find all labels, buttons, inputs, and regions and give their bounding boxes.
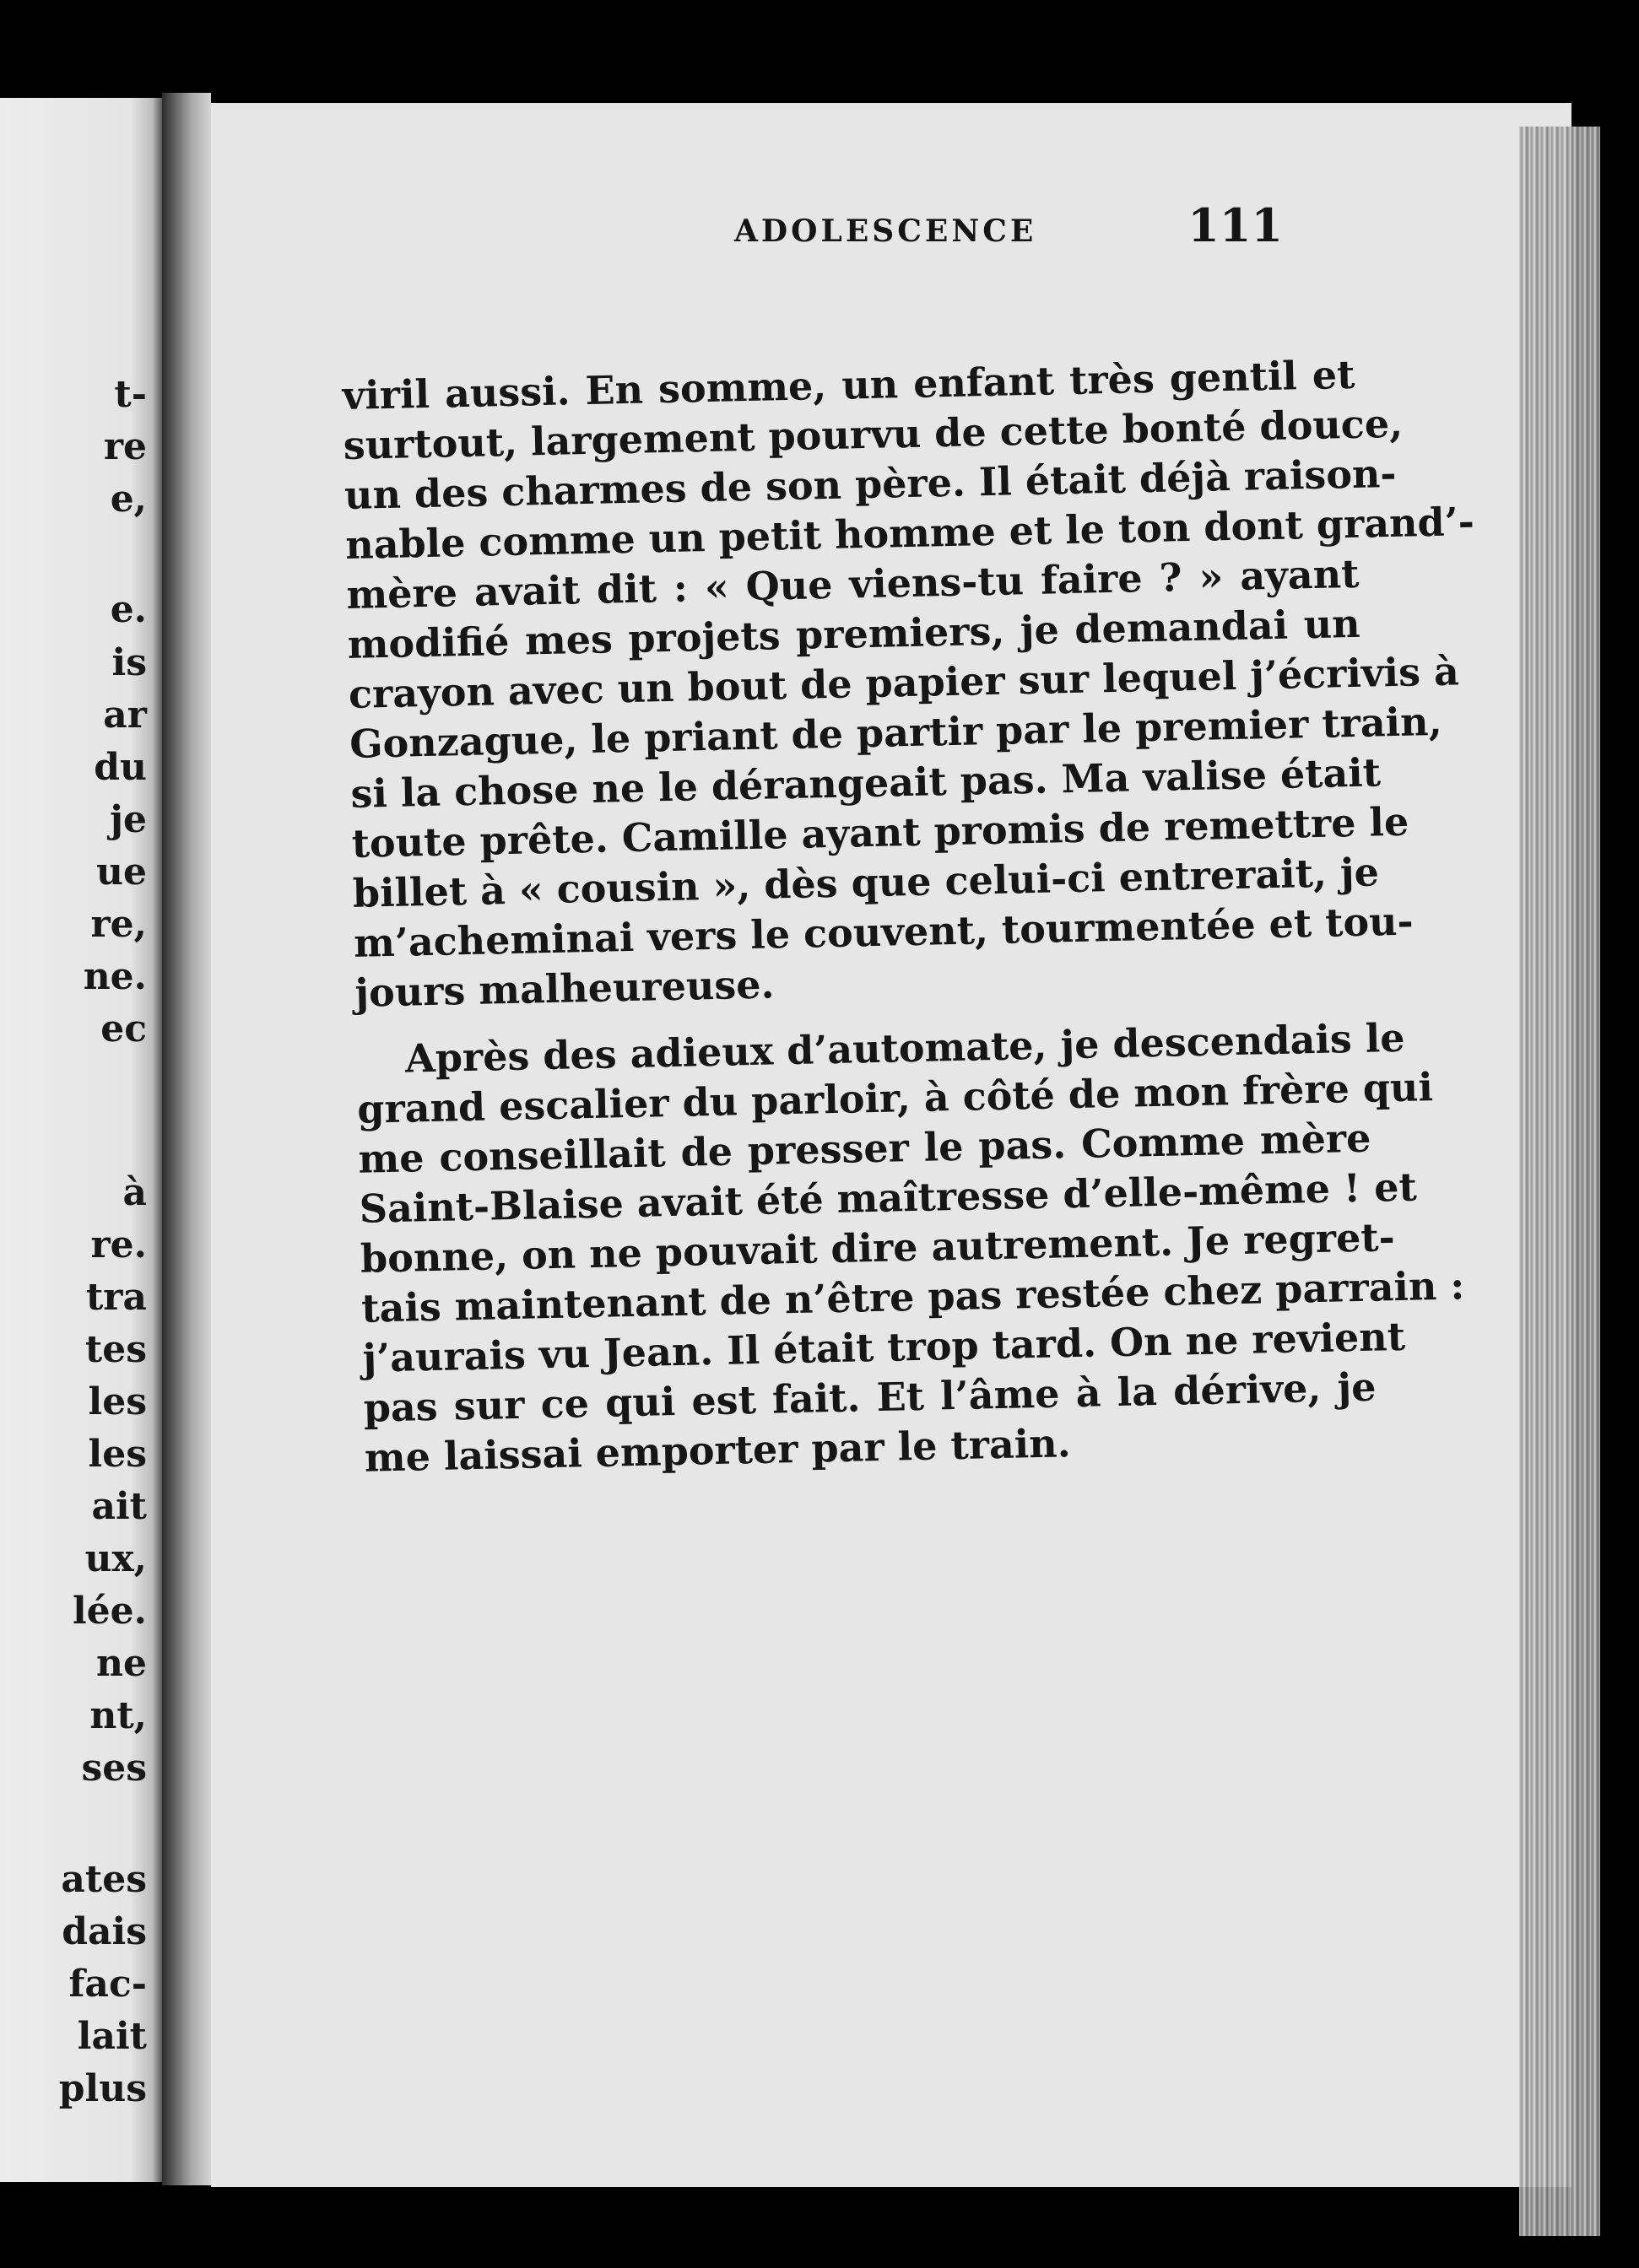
left-page-fragment: ec — [100, 1007, 147, 1050]
text-line: bonne, on ne pouvait dire autrement. Je regret- — [360, 1214, 1396, 1282]
left-page-fragment: is — [111, 641, 147, 684]
left-page-fragment: tra — [85, 1276, 147, 1319]
text-line: tais maintenant de n’être pas restée chez parrain : — [360, 1262, 1465, 1331]
left-page-fragment: t- — [114, 373, 147, 416]
left-page-fragment: ue — [96, 850, 147, 894]
text-line: nable comme un petit homme et le ton dont grand’- — [344, 498, 1475, 568]
text-line: grand escalier du parloir, à côté de mon frère qui — [356, 1064, 1434, 1132]
left-page-fragment: du — [94, 746, 147, 789]
left-page-fragment: lait — [77, 2015, 147, 2058]
text-line: j’aurais vu Jean. Il était trop tard. On ne revient — [361, 1313, 1406, 1381]
left-page-fragment: re. — [90, 1223, 147, 1266]
paragraph — [355, 1014, 1465, 1483]
left-page-fragment: plus — [58, 2067, 147, 2110]
text-line: Saint-Blaise avait été maîtresse d’elle-même ! et — [359, 1164, 1418, 1232]
text-line: un des charmes de son père. Il était déjà raison- — [343, 450, 1398, 518]
left-page-fragment: ne — [96, 1642, 147, 1685]
text-line: me conseillait de presser le pas. Comme mère — [357, 1115, 1371, 1182]
left-page-fragment: dais — [62, 1910, 147, 1953]
left-page-fragment: ates — [61, 1858, 147, 1901]
left-page — [0, 98, 162, 2182]
text-line: Gonzague, le priant de partir par le premier train, — [349, 698, 1443, 767]
text-line: modifié mes projets premiers, je demandai un — [347, 600, 1361, 667]
text-line: crayon avec un bout de papier sur lequel j’écrivis à — [348, 648, 1460, 717]
page-number: 111 — [1187, 198, 1283, 252]
left-page-fragment: ux, — [84, 1537, 147, 1580]
left-page-fragment: à — [122, 1171, 147, 1214]
left-page-fragment: e. — [110, 588, 147, 631]
left-page-fragment: ait — [91, 1485, 147, 1528]
left-page-fragment: re — [103, 425, 147, 468]
text-line: pas sur ce qui est fait. Et l’âme à la dérive, je — [363, 1364, 1377, 1431]
running-head — [523, 198, 1283, 252]
text-line: surtout, largement pourvu de cette bonté douce, — [343, 400, 1404, 468]
paragraph — [342, 350, 1475, 1018]
text-line: m’acheminai vers le couvent, tourmentée et tou- — [353, 898, 1415, 966]
left-page-fragment: ne. — [83, 955, 147, 998]
left-page-fragment: fac- — [68, 1963, 147, 2006]
text-line: me laissai emporter par le train. — [364, 1420, 1072, 1481]
text-line: mère avait dit : « Que viens-tu faire ? » ayant — [345, 550, 1360, 618]
left-page-fragment: ar — [103, 694, 147, 737]
text-line: si la chose ne le dérangeait pas. Ma valise était — [349, 749, 1382, 817]
left-page-fragment: les — [88, 1380, 147, 1423]
text-line: toute prête. Camille ayant promis de remettre le — [351, 798, 1409, 867]
text-line: Après des adieux d’automate, je descendais le — [404, 1014, 1406, 1082]
running-head-title: ADOLESCENCE — [734, 213, 1037, 249]
left-page-fragment: ses — [81, 1747, 147, 1790]
left-page-fragment: e, — [110, 478, 147, 521]
left-page-fragment: tes — [84, 1328, 147, 1371]
left-page-fragment: re, — [90, 903, 147, 946]
text-line: jours malheureuse. — [354, 961, 776, 1016]
text-line: billet à « cousin », dès que celui-ci entrerait, je — [352, 849, 1380, 916]
left-page-fragment: je — [110, 798, 147, 841]
left-page-fragment: les — [88, 1433, 147, 1476]
book-gutter — [162, 93, 211, 2185]
left-page-fragment: nt, — [89, 1694, 147, 1737]
body-text — [342, 350, 1475, 1483]
page-edge — [1519, 127, 1600, 2236]
left-page-fragment: lée. — [72, 1590, 147, 1633]
text-line: viril aussi. En somme, un enfant très gentil et — [342, 351, 1355, 418]
